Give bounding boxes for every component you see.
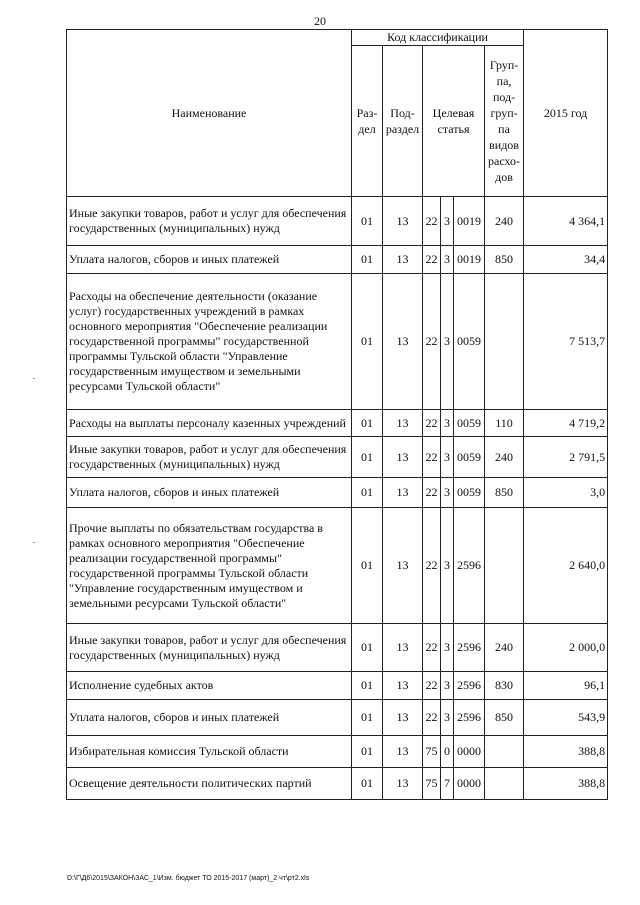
table-row [67,736,608,768]
row-name: Иные закупки товаров, работ и услуг для обеспечения государственных (муниципальных) нужд [67,624,352,672]
row-section: 01 [352,274,383,410]
table-row [67,478,608,508]
table-row [67,624,608,672]
row-name: Прочие выплаты по обязательствам государства в рамках основного мероприятия "Обеспечение реализации государственной программы" государственной программы Тульской области "Управление государственным имуществом и земельными ресурсами Тульской области" [67,508,352,624]
row-target-program: 75 [423,736,441,768]
row-section: 01 [352,672,383,700]
row-target-subprogram: 3 [441,274,454,410]
header-year: 2015 год [524,30,608,197]
row-target-code: 2596 [454,672,485,700]
header-classification: Код классификации [352,30,524,46]
row-target-program: 22 [423,197,441,246]
row-target-code: 2596 [454,624,485,672]
row-subsection: 13 [383,478,423,508]
row-subsection: 13 [383,197,423,246]
row-target-code: 0059 [454,437,485,478]
row-section: 01 [352,437,383,478]
row-name: Расходы на обеспечение деятельности (оказание услуг) государственных учреждений в рамках основного мероприятия "Обеспечение реализации государственной программы" государственной программы Тульской области "Управление государственным имуществом и земельными ресурсами Тульской области" [67,274,352,410]
row-section: 01 [352,410,383,437]
row-name: Иные закупки товаров, работ и услуг для обеспечения государственных (муниципальных) нужд [67,197,352,246]
row-target-program: 22 [423,478,441,508]
page-number: 20 [314,14,326,28]
margin-mark [33,378,35,379]
row-subsection: 13 [383,437,423,478]
table-row [67,768,608,800]
row-target-code: 0059 [454,410,485,437]
row-target-program: 22 [423,437,441,478]
header-expense-group: Груп- па, под- груп- па видов расхо- дов [485,46,524,197]
table-row [67,274,608,410]
row-subsection: 13 [383,274,423,410]
row-amount: 388,8 [524,736,608,768]
table-row [67,410,608,437]
row-expense-group: 850 [485,478,524,508]
row-subsection: 13 [383,246,423,274]
margin-mark [33,542,35,543]
table-row [67,246,608,274]
row-section: 01 [352,478,383,508]
row-section: 01 [352,246,383,274]
row-name: Избирательная комиссия Тульской области [67,736,352,768]
table-row [67,700,608,736]
row-target-subprogram: 3 [441,410,454,437]
row-section: 01 [352,624,383,672]
row-amount: 543,9 [524,700,608,736]
row-amount: 2 000,0 [524,624,608,672]
row-expense-group [485,768,524,800]
row-section: 01 [352,700,383,736]
row-target-subprogram: 3 [441,246,454,274]
table-row [67,672,608,700]
row-expense-group [485,508,524,624]
row-amount: 2 640,0 [524,508,608,624]
row-name: Уплата налогов, сборов и иных платежей [67,478,352,508]
row-section: 01 [352,508,383,624]
row-subsection: 13 [383,700,423,736]
row-target-program: 22 [423,624,441,672]
row-expense-group: 830 [485,672,524,700]
row-amount: 2 791,5 [524,437,608,478]
row-expense-group [485,274,524,410]
row-subsection: 13 [383,508,423,624]
row-expense-group [485,736,524,768]
row-target-code: 2596 [454,700,485,736]
row-target-code: 0000 [454,736,485,768]
row-amount: 34,4 [524,246,608,274]
row-name: Уплата налогов, сборов и иных платежей [67,246,352,274]
row-expense-group: 240 [485,624,524,672]
row-target-code: 0059 [454,274,485,410]
row-subsection: 13 [383,672,423,700]
row-expense-group: 850 [485,246,524,274]
row-target-subprogram: 3 [441,197,454,246]
row-expense-group: 240 [485,437,524,478]
table-row [67,508,608,624]
row-target-program: 22 [423,672,441,700]
row-target-subprogram: 0 [441,736,454,768]
header-section: Раз- дел [352,46,383,197]
header-name: Наименование [67,30,352,197]
row-section: 01 [352,197,383,246]
row-name: Уплата налогов, сборов и иных платежей [67,700,352,736]
row-target-program: 75 [423,768,441,800]
row-target-code: 0019 [454,197,485,246]
table-row [67,437,608,478]
header-target-article: Целевая статья [423,46,485,197]
row-name: Иные закупки товаров, работ и услуг для обеспечения государственных (муниципальных) нужд [67,437,352,478]
row-amount: 7 513,7 [524,274,608,410]
row-target-program: 22 [423,410,441,437]
budget-table [66,29,608,800]
row-target-code: 0000 [454,768,485,800]
row-expense-group: 240 [485,197,524,246]
table-row [67,197,608,246]
row-target-program: 22 [423,246,441,274]
row-target-code: 0059 [454,478,485,508]
row-subsection: 13 [383,410,423,437]
row-target-subprogram: 3 [441,624,454,672]
row-name: Расходы на выплаты персоналу казенных учреждений [67,410,352,437]
row-amount: 3,0 [524,478,608,508]
row-amount: 4 364,1 [524,197,608,246]
row-target-program: 22 [423,508,441,624]
row-amount: 388,8 [524,768,608,800]
row-target-subprogram: 3 [441,437,454,478]
row-amount: 4 719,2 [524,410,608,437]
row-target-subprogram: 3 [441,700,454,736]
row-expense-group: 110 [485,410,524,437]
row-target-code: 0019 [454,246,485,274]
file-path-footer: D:\Г\Д6\2015\ЗАКОН\ЗАС_1\Изм. бюджет ТО 2015-2017 (март)_2 чт\рт2.xls [67,875,310,882]
row-target-subprogram: 7 [441,768,454,800]
row-target-subprogram: 3 [441,672,454,700]
row-section: 01 [352,768,383,800]
row-target-program: 22 [423,700,441,736]
row-subsection: 13 [383,768,423,800]
row-target-program: 22 [423,274,441,410]
row-name: Исполнение судебных актов [67,672,352,700]
row-expense-group: 850 [485,700,524,736]
row-subsection: 13 [383,736,423,768]
row-target-subprogram: 3 [441,478,454,508]
row-name: Освещение деятельности политических партий [67,768,352,800]
row-target-subprogram: 3 [441,508,454,624]
row-subsection: 13 [383,624,423,672]
row-target-code: 2596 [454,508,485,624]
header-subsection: Под- раздел [383,46,423,197]
row-section: 01 [352,736,383,768]
row-amount: 96,1 [524,672,608,700]
